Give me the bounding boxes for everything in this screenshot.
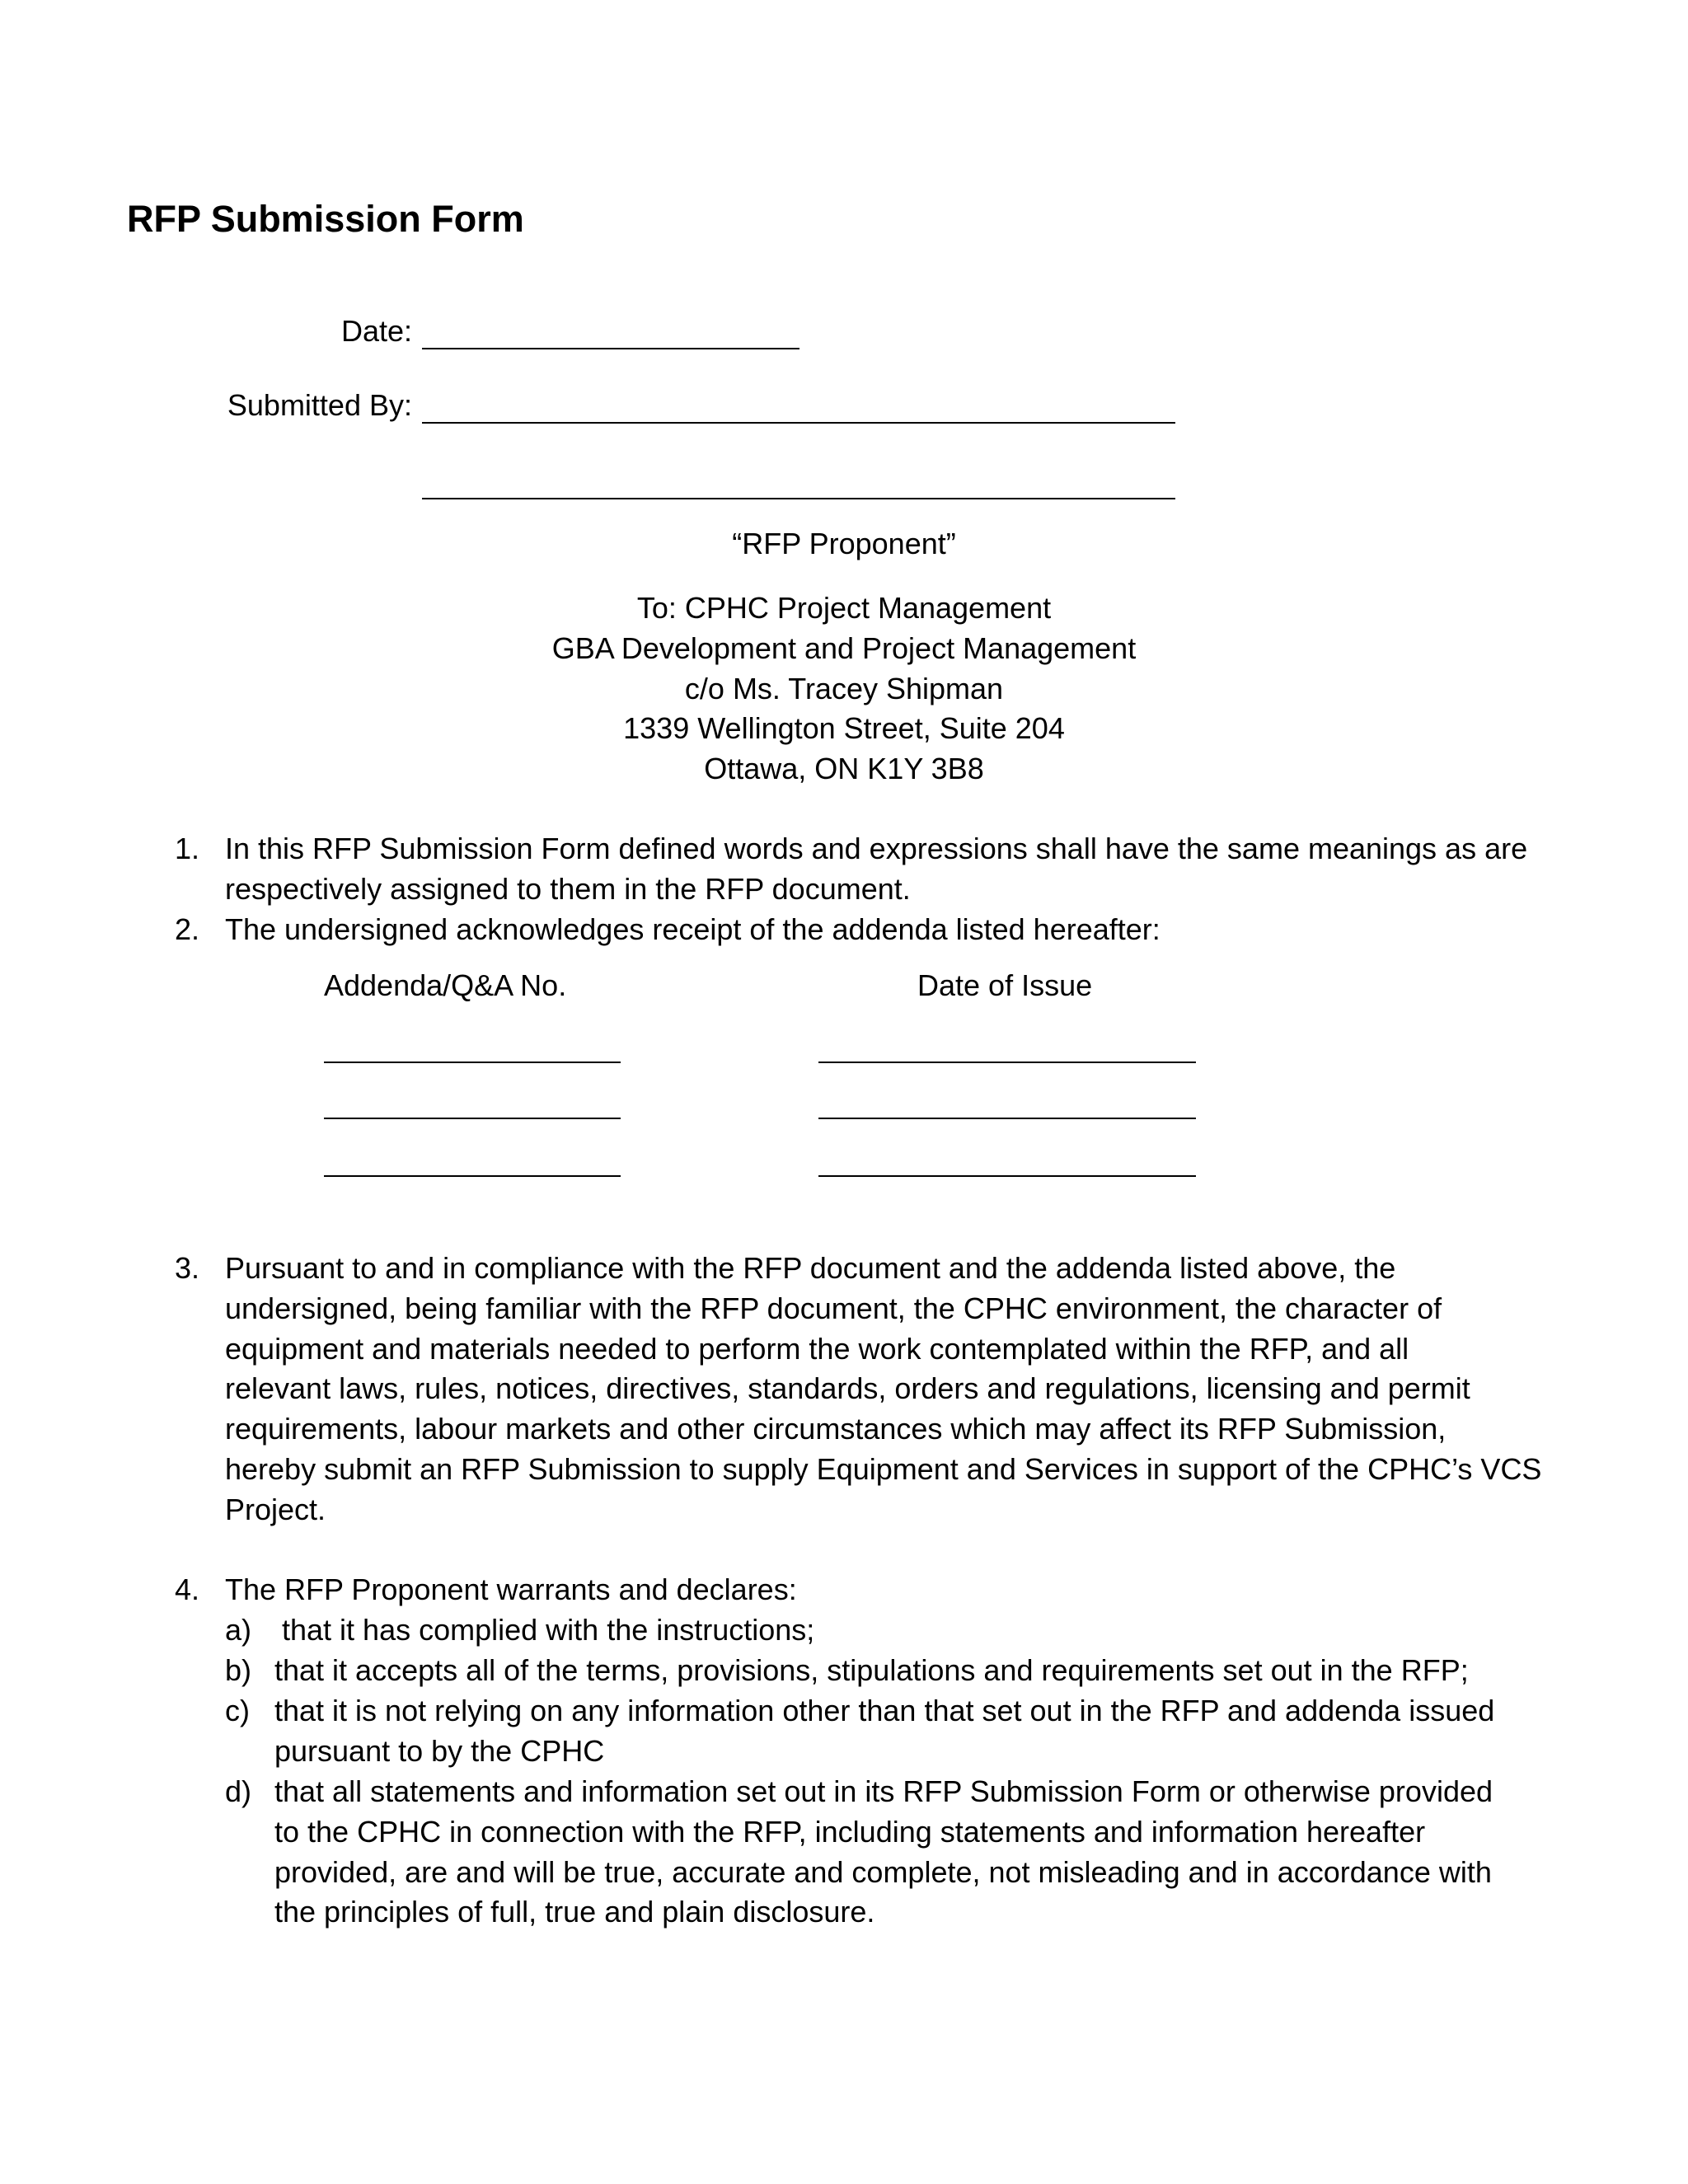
date-of-issue-column-header: Date of Issue bbox=[917, 968, 1093, 1002]
date-label: Date: bbox=[340, 314, 412, 348]
subitem-text bbox=[274, 1651, 1469, 1691]
address-block bbox=[0, 588, 1688, 790]
subitem-letter: b) bbox=[225, 1653, 252, 1687]
subitem-text bbox=[274, 1691, 1494, 1772]
item-text bbox=[225, 1249, 1541, 1530]
subitem-letter: a) bbox=[225, 1613, 252, 1647]
submitted-by-input-line-2[interactable] bbox=[422, 498, 1175, 499]
date-of-issue-input-line[interactable] bbox=[818, 1062, 1196, 1063]
item-line: Project. bbox=[225, 1492, 326, 1526]
addenda-number-input-line[interactable] bbox=[324, 1062, 621, 1063]
subitem-line: pursuant to by the CPHC bbox=[274, 1733, 605, 1768]
addenda-number-input-line[interactable] bbox=[324, 1118, 621, 1119]
subitem-line: provided, are and will be true, accurate and complete, not misleading and in accordance with bbox=[274, 1854, 1492, 1889]
address-line: c/o Ms. Tracey Shipman bbox=[684, 671, 1004, 705]
address-line: Ottawa, ON K1Y 3B8 bbox=[704, 752, 984, 786]
item-text bbox=[225, 1570, 797, 1610]
subitem-line: that it is not relying on any information other than that set out in the RFP and addenda issued bbox=[274, 1694, 1495, 1727]
subitem-letter: c) bbox=[225, 1694, 250, 1727]
item-number: 2. bbox=[175, 912, 200, 946]
addenda-number-input-line[interactable] bbox=[324, 1175, 621, 1177]
item-line: equipment and materials needed to perform the work contemplated within the RFP, and all bbox=[225, 1331, 1409, 1366]
date-of-issue-input-line[interactable] bbox=[818, 1118, 1196, 1119]
item-line: The RFP Proponent warrants and declares: bbox=[225, 1572, 797, 1606]
item-line: In this RFP Submission Form defined words and expressions shall have the same meanings as are bbox=[225, 832, 1528, 865]
date-input-line[interactable] bbox=[422, 348, 799, 349]
addenda-column-header: Addenda/Q&A No. bbox=[324, 968, 567, 1002]
item-line: respectively assigned to them in the RFP document. bbox=[225, 871, 911, 906]
subitem-text bbox=[282, 1610, 814, 1651]
item-line: requirements, labour markets and other circumstances which may affect its RFP Submission, bbox=[225, 1412, 1447, 1446]
subitem-letter: d) bbox=[225, 1774, 252, 1808]
item-line: Pursuant to and in compliance with the RFP document and the addenda listed above, the bbox=[225, 1251, 1396, 1285]
subitem-text bbox=[274, 1772, 1493, 1933]
date-of-issue-input-line[interactable] bbox=[818, 1175, 1196, 1177]
item-line: undersigned, being familiar with the RFP document, the CPHC environment, the character of bbox=[225, 1291, 1442, 1325]
subitem-line: that all statements and information set out in its RFP Submission Form or otherwise provided bbox=[274, 1774, 1493, 1808]
subitem-line: to the CPHC in connection with the RFP, including statements and information hereafter bbox=[274, 1814, 1426, 1849]
item-number: 1. bbox=[175, 832, 200, 865]
item-line: hereby submit an RFP Submission to supply Equipment and Services in support of the CPHC’s VCS bbox=[225, 1451, 1542, 1486]
item-number: 3. bbox=[175, 1251, 200, 1285]
subitem-line: that it accepts all of the terms, provisions, stipulations and requirements set out in the RFP; bbox=[274, 1653, 1469, 1687]
item-text bbox=[225, 829, 1527, 910]
address-line: 1339 Wellington Street, Suite 204 bbox=[623, 711, 1065, 746]
page-title: RFP Submission Form bbox=[127, 198, 524, 240]
item-number: 4. bbox=[175, 1572, 200, 1606]
submitted-by-input-line[interactable] bbox=[422, 422, 1175, 424]
item-text bbox=[225, 910, 1160, 950]
item-line: relevant laws, rules, notices, directives, standards, orders and regulations, licensing and permit bbox=[225, 1371, 1470, 1406]
proponent-caption: “RFP Proponent” bbox=[732, 527, 956, 560]
subitem-line: that it has complied with the instructions; bbox=[282, 1613, 815, 1647]
item-line: The undersigned acknowledges receipt of the addenda listed hereafter: bbox=[225, 912, 1160, 946]
subitem-line: the principles of full, true and plain disclosure. bbox=[274, 1895, 875, 1929]
address-line: GBA Development and Project Management bbox=[551, 630, 1137, 665]
address-line: To: CPHC Project Management bbox=[636, 591, 1052, 625]
submitted-by-label: Submitted By: bbox=[227, 388, 412, 422]
